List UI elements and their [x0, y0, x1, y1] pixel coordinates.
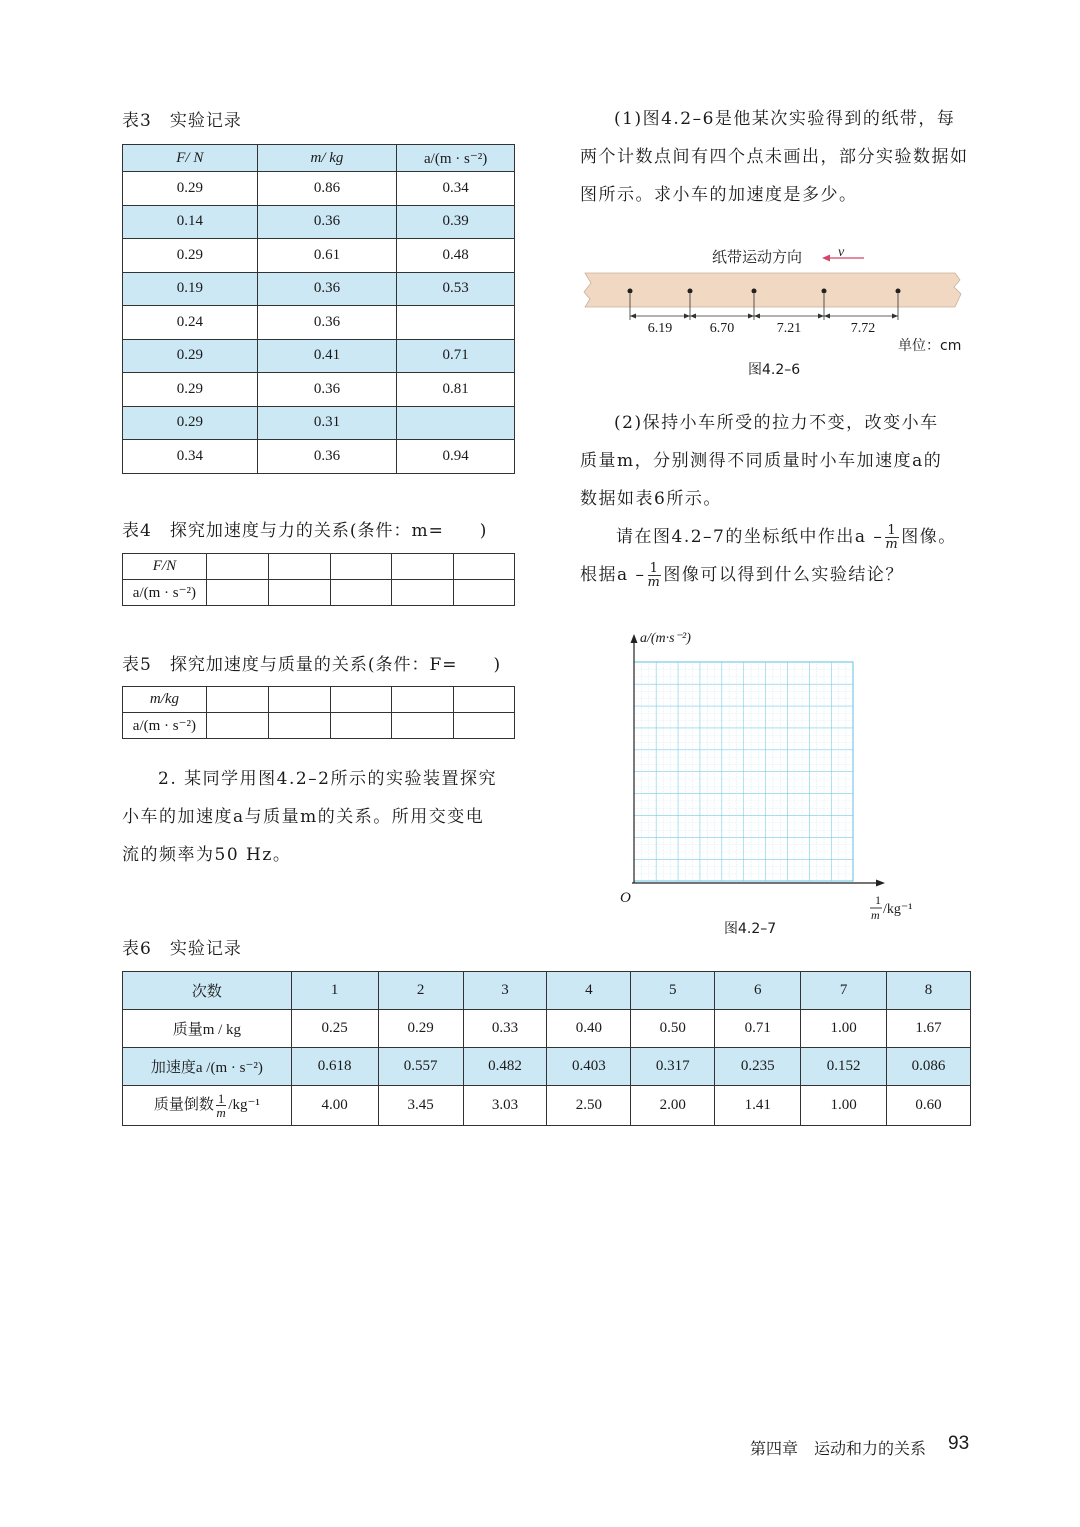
y-axis-arrow-icon — [631, 634, 638, 643]
table3-row — [123, 205, 515, 239]
table6-cell: 1 — [291, 972, 378, 1010]
figure-427-caption: 图4.2–7 — [724, 921, 777, 937]
table6-cell: 2.00 — [631, 1086, 715, 1126]
table5-caption: 表5 探究加速度与质量的关系(条件：F= ) — [122, 655, 502, 675]
table3-cell: 0.36 — [257, 205, 397, 239]
table4-row1-label: F/N — [123, 554, 207, 580]
tape-direction-label: 纸带运动方向 — [712, 248, 803, 266]
table3-cell: 0.29 — [123, 239, 258, 273]
table3-cell: 0.14 — [123, 205, 258, 239]
table3-cell: 0.94 — [397, 440, 515, 474]
table6-cell: 2.50 — [547, 1086, 631, 1126]
table6-cell: 1.41 — [715, 1086, 801, 1126]
q1-line3: 图所示。求小车的加速度是多少。 — [580, 185, 858, 205]
tape-dot — [752, 289, 757, 294]
q2-line1: (2)保持小车所受的拉力不变，改变小车 — [614, 413, 939, 433]
table3-cell: 0.53 — [397, 272, 515, 306]
table6-cell: 7 — [801, 972, 887, 1010]
q2-line4 — [580, 518, 980, 556]
table3-row — [123, 272, 515, 306]
table3-cell: 0.61 — [257, 239, 397, 273]
table6-cell: 0.50 — [631, 1010, 715, 1048]
table6-cell: 5 — [631, 972, 715, 1010]
table6-cell: 0.60 — [887, 1086, 971, 1126]
table3-row — [123, 172, 515, 206]
table6-cell: 0.152 — [801, 1048, 887, 1086]
table6-cell: 4 — [547, 972, 631, 1010]
table5 — [122, 686, 515, 739]
table6-cell: 0.29 — [378, 1010, 463, 1048]
table3-cell: 0.41 — [257, 339, 397, 373]
q2-line4-pre: 请在图4.2–7的坐标纸中作出a – — [616, 527, 884, 547]
grid-paper-figure — [610, 626, 930, 946]
table5-row1-label: m/kg — [123, 687, 207, 713]
chapter-title: 第四章 运动和力的关系 — [750, 1439, 927, 1458]
tape-unit-label: 单位：cm — [898, 338, 962, 354]
table3-row — [123, 306, 515, 340]
table6-inverse-label: 质量倒数 $\frac{1}{m}$ /kg⁻¹ — [123, 1086, 292, 1126]
table6-cell: 0.40 — [547, 1010, 631, 1048]
table6-cell: 0.482 — [463, 1048, 547, 1086]
velocity-label: v — [838, 245, 845, 260]
tape-dot — [688, 289, 693, 294]
table6-cell: 0.25 — [291, 1010, 378, 1048]
table6-header-label: 次数 — [123, 972, 292, 1010]
q2-line2: 质量m，分别测得不同质量时小车加速度a的 — [580, 451, 943, 471]
q1-text — [580, 100, 980, 214]
table6-cell: 0.403 — [547, 1048, 631, 1086]
table3-header-cell: m/ kg — [257, 145, 397, 172]
table3-row — [123, 440, 515, 474]
table3-cell — [397, 406, 515, 440]
tape-dot — [822, 289, 827, 294]
q1-line2: 两个计数点间有四个点未画出，部分实验数据如 — [580, 147, 969, 167]
table6-cell: 6 — [715, 972, 801, 1010]
table3-cell: 0.29 — [123, 172, 258, 206]
table3-caption: 表3 实验记录 — [122, 111, 242, 131]
table3-cell: 0.81 — [397, 373, 515, 407]
table3-row — [123, 339, 515, 373]
table6-cell: 1.00 — [801, 1086, 887, 1126]
problem2-line1: 2. 某同学用图4.2–2所示的实验装置探究 — [158, 769, 497, 789]
table3-cell: 0.29 — [123, 406, 258, 440]
table3-cell: 0.36 — [257, 373, 397, 407]
table6-cell: 4.00 — [291, 1086, 378, 1126]
table3-cell: 0.34 — [397, 172, 515, 206]
problem2-line3: 流的频率为50 Hz。 — [122, 845, 292, 865]
table6-cell: 0.086 — [887, 1048, 971, 1086]
table3-header-cell: F/ N — [123, 145, 258, 172]
table6-accel-label: 加速度a /(m · s⁻²) — [123, 1048, 292, 1086]
table6-caption: 表6 实验记录 — [122, 939, 242, 959]
inverse-mass-fraction: $\frac{1}{m}$ — [647, 561, 662, 590]
grid-major — [634, 662, 853, 881]
table6-cell: 0.618 — [291, 1048, 378, 1086]
table5-row2-label: a/(m · s⁻²) — [123, 713, 207, 739]
table3-cell: 0.34 — [123, 440, 258, 474]
paper-tape — [584, 273, 961, 307]
table3-cell: 0.48 — [397, 239, 515, 273]
table6-cell: 0.557 — [378, 1048, 463, 1086]
table6-cell: 0.235 — [715, 1048, 801, 1086]
tape-dot — [628, 289, 633, 294]
q2-line5 — [580, 556, 980, 594]
table6-mass-label: 质量m / kg — [123, 1010, 292, 1048]
table6-cell: 2 — [378, 972, 463, 1010]
table3-cell — [397, 306, 515, 340]
table6-cell: 8 — [887, 972, 971, 1010]
direction-arrow-icon — [822, 255, 830, 262]
table6-cell: 0.71 — [715, 1010, 801, 1048]
table6-cell: 3 — [463, 972, 547, 1010]
origin-label: O — [620, 890, 631, 906]
q2-text — [580, 404, 980, 594]
table3-cell: 0.31 — [257, 406, 397, 440]
table4-caption: 表4 探究加速度与力的关系(条件：m= ) — [122, 521, 488, 541]
tape-dot — [896, 289, 901, 294]
q1-line1: (1)图4.2–6是他某次实验得到的纸带，每 — [614, 109, 956, 129]
figure-426-caption: 图4.2–6 — [748, 362, 801, 378]
table3-cell: 0.71 — [397, 339, 515, 373]
segment-4-length: 7.72 — [850, 321, 876, 336]
q2-line3: 数据如表6所示。 — [580, 489, 722, 509]
q2-line5-pre: 根据a – — [580, 565, 646, 585]
problem2-line2: 小车的加速度a与质量m的关系。所用交变电 — [122, 807, 485, 827]
table3-cell: 0.29 — [123, 373, 258, 407]
table6-cell: 3.03 — [463, 1086, 547, 1126]
table4 — [122, 553, 515, 606]
table3 — [122, 144, 515, 474]
x-axis-label: /kg⁻¹ — [883, 902, 913, 917]
table6 — [122, 971, 971, 1126]
table6-cell: 0.33 — [463, 1010, 547, 1048]
table3-cell: 0.86 — [257, 172, 397, 206]
problem2-text — [122, 760, 522, 874]
table3-cell: 0.29 — [123, 339, 258, 373]
inverse-mass-fraction: $\frac{1}{m}$ — [885, 523, 900, 552]
table3-header-cell: a/(m · s⁻²) — [397, 145, 515, 172]
y-axis-label: a/(m·s⁻²) — [640, 631, 691, 646]
paper-tape-figure — [580, 236, 970, 386]
table3-row — [123, 406, 515, 440]
table3-cell: 0.36 — [257, 440, 397, 474]
table3-row — [123, 373, 515, 407]
q2-line4-post: 图像。 — [901, 527, 957, 547]
table3-cell: 0.36 — [257, 272, 397, 306]
table3-cell: 0.39 — [397, 205, 515, 239]
x-label-numerator: 1 — [875, 893, 881, 907]
x-axis-arrow-icon — [876, 880, 885, 887]
table3-cell: 0.24 — [123, 306, 258, 340]
table3-row — [123, 239, 515, 273]
page-number: 93 — [948, 1433, 970, 1454]
table6-cell: 1.00 — [801, 1010, 887, 1048]
x-label-denominator: m — [871, 908, 880, 922]
table3-cell: 0.19 — [123, 272, 258, 306]
segment-1-length: 6.19 — [647, 321, 673, 336]
table3-cell: 0.36 — [257, 306, 397, 340]
table6-cell: 0.317 — [631, 1048, 715, 1086]
segment-2-length: 6.70 — [709, 321, 735, 336]
table6-cell: 1.67 — [887, 1010, 971, 1048]
table6-cell: 3.45 — [378, 1086, 463, 1126]
segment-3-length: 7.21 — [776, 321, 802, 336]
q2-line5-post: 图像可以得到什么实验结论？ — [663, 565, 904, 585]
table4-row2-label: a/(m · s⁻²) — [123, 580, 207, 606]
